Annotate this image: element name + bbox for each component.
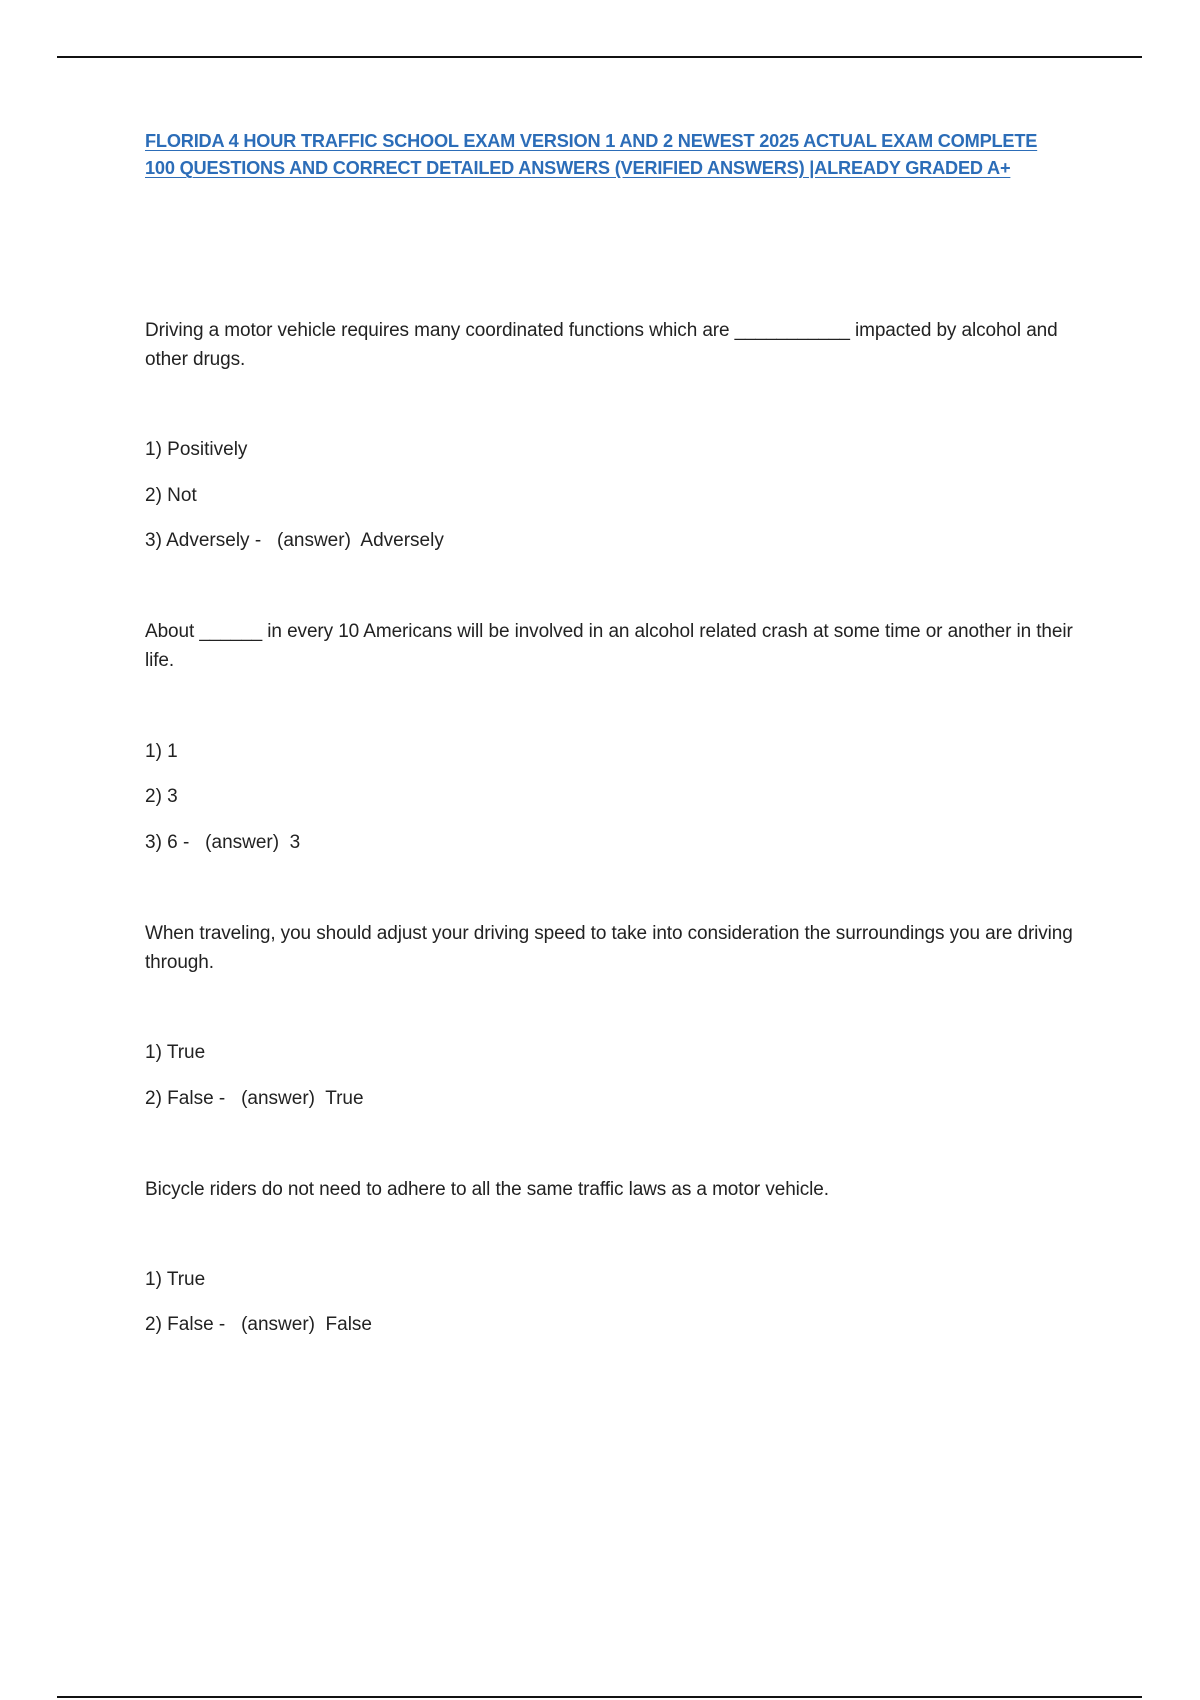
answer-option: 1) True [145, 1269, 206, 1290]
answer-option-with-answer: 2) False - (answer) True [145, 1088, 364, 1109]
question-text: When traveling, you should adjust your driving speed to take into consideration the surroundings you are driving through. [145, 923, 1073, 973]
title-line-2: 100 QUESTIONS AND CORRECT DETAILED ANSWERS (VERIFIED ANSWERS) |ALREADY GRADED A+ [145, 158, 1011, 178]
top-page-rule [57, 56, 1142, 58]
question-text: Bicycle riders do not need to adhere to all the same traffic laws as a motor vehicle. [145, 1179, 829, 1200]
answer-option: 2) 3 [145, 786, 178, 807]
answer-option-with-answer: 2) False - (answer) False [145, 1314, 372, 1335]
question-text: About ______ in every 10 Americans will be involved in an alcohol related crash at some time or another in their life. [145, 621, 1073, 671]
answer-option: 1) 1 [145, 741, 178, 762]
answer-option-with-answer: 3) 6 - (answer) 3 [145, 832, 301, 853]
title-line-1: FLORIDA 4 HOUR TRAFFIC SCHOOL EXAM VERSION 1 AND 2 NEWEST 2025 ACTUAL EXAM COMPLETE [145, 131, 1038, 151]
answer-option-with-answer: 3) Adversely - (answer) Adversely [145, 530, 444, 551]
bottom-page-rule [57, 1696, 1142, 1698]
document-title [145, 128, 1085, 182]
answer-option: 2) Not [145, 485, 197, 506]
answer-option: 1) True [145, 1042, 206, 1063]
question-text: Driving a motor vehicle requires many coordinated functions which are ___________ impacted by alcohol and other drugs. [145, 320, 1058, 370]
answer-option: 1) Positively [145, 439, 248, 460]
